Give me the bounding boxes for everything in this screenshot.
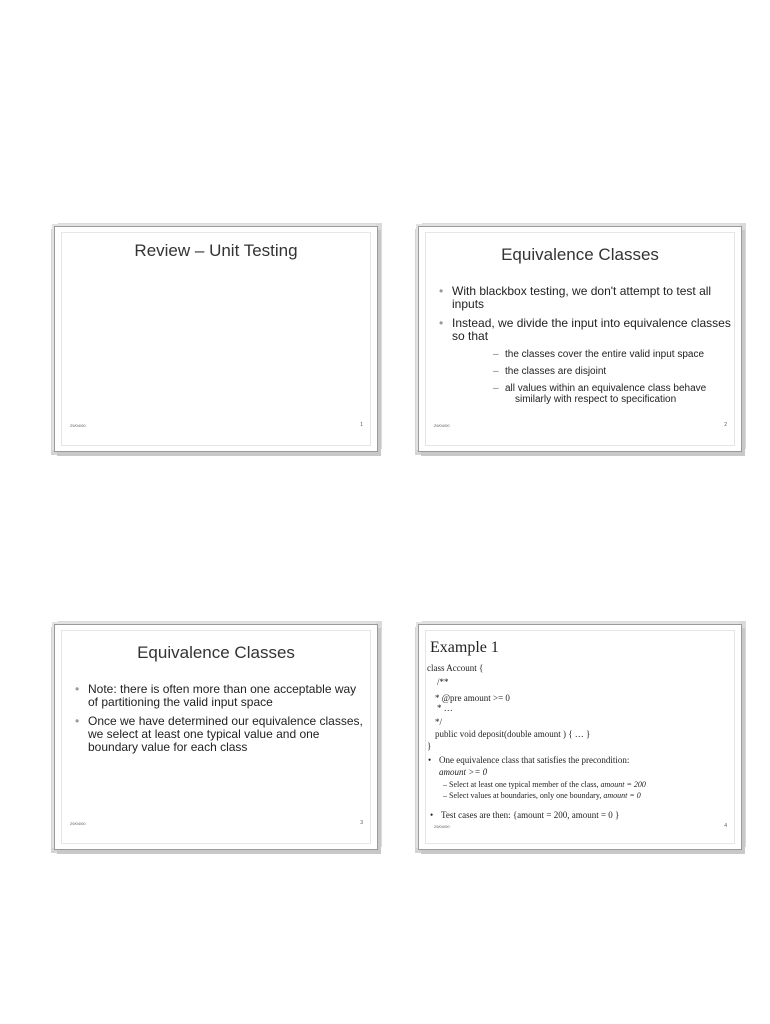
dash-marker: – bbox=[493, 366, 499, 377]
slide-title: Equivalence Classes bbox=[501, 245, 659, 264]
bullet-item: • Note: there is often more than one acceptable way of partitioning the valid input space bbox=[73, 683, 367, 709]
slide-date: 29/04/00 bbox=[70, 423, 86, 428]
code-line: public void deposit(double amount ) { … } bbox=[435, 729, 591, 739]
slide-1 bbox=[54, 226, 378, 452]
slide-date: 29/04/00 bbox=[434, 423, 450, 428]
slide-title: Review – Unit Testing bbox=[134, 241, 298, 260]
sub-bullet-text: Select at least one typical member of the class, bbox=[449, 780, 601, 789]
code-line: * … bbox=[437, 703, 453, 713]
bullet-item: • Once we have determined our equivalence classes, we select at least one typical value and one boundary value for each class bbox=[73, 715, 367, 754]
code-line: class Account { bbox=[427, 663, 484, 673]
sub-bullet-italic: amount = 0 bbox=[603, 791, 641, 800]
dash-marker: – bbox=[493, 383, 499, 394]
slide-number: 4 bbox=[724, 823, 727, 829]
sub-bullet-italic: amount = 200 bbox=[600, 780, 646, 789]
slide-4 bbox=[418, 624, 742, 850]
slide-number: 3 bbox=[360, 820, 363, 826]
slide-2 bbox=[418, 226, 742, 452]
bullet-text: Test cases are then: {amount = 200, amount = 0 } bbox=[441, 810, 620, 820]
bullet-item bbox=[430, 810, 620, 820]
sub-bullet-item: – Select at least one typical member of the class, amount = 200 bbox=[443, 780, 646, 789]
bullet-text: One equivalence class that satisfies the precondition: bbox=[439, 755, 630, 765]
slide-3 bbox=[54, 624, 378, 850]
code-line: * @pre amount >= 0 bbox=[435, 693, 510, 703]
code-line: /** bbox=[437, 677, 449, 687]
sub-bullet-continuation: similarly with respect to specification bbox=[515, 394, 677, 405]
code-line: */ bbox=[435, 717, 443, 727]
slide-date: 29/04/00 bbox=[70, 821, 86, 826]
bullet-list bbox=[73, 683, 367, 760]
sub-bullet-item bbox=[437, 349, 731, 360]
bullet-dot: • bbox=[430, 810, 434, 820]
sub-bullet-text: all values within an equivalence class behave bbox=[505, 383, 707, 394]
dash-marker: – bbox=[493, 349, 499, 360]
sub-bullet-item bbox=[437, 383, 731, 405]
sub-bullet-text: the classes cover the entire valid input space bbox=[505, 349, 704, 360]
bullet-item: • Instead, we divide the input into equivalence classes so that bbox=[437, 317, 731, 343]
sub-bullet-item bbox=[437, 366, 731, 377]
slide-number: 1 bbox=[360, 422, 363, 428]
bullet-item bbox=[428, 755, 630, 765]
slide-title: Example 1 bbox=[430, 639, 499, 656]
bullet-continuation: amount >= 0 bbox=[439, 767, 488, 777]
sub-bullet-text: the classes are disjoint bbox=[505, 366, 607, 377]
slide-number: 2 bbox=[724, 422, 727, 428]
bullet-item: • With blackbox testing, we don't attempt to test all inputs bbox=[437, 285, 731, 311]
sub-bullet-item: – Select values at boundaries, only one boundary, amount = 0 bbox=[443, 791, 641, 800]
bullet-dot: • bbox=[428, 755, 432, 765]
slide-date: 29/04/00 bbox=[434, 824, 450, 829]
slide-title: Equivalence Classes bbox=[137, 643, 295, 662]
sub-bullet-text: Select values at boundaries, only one boundary, bbox=[449, 791, 604, 800]
bullet-list bbox=[437, 285, 731, 405]
code-line: } bbox=[427, 741, 432, 751]
